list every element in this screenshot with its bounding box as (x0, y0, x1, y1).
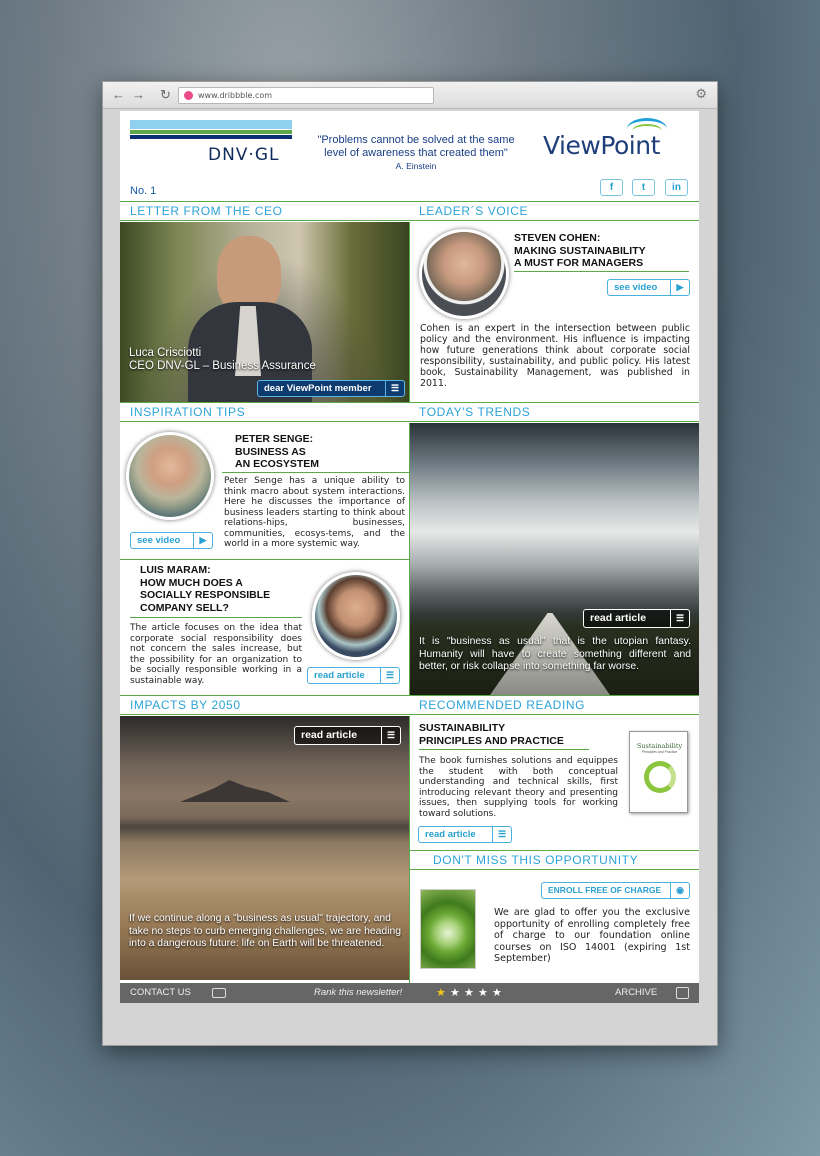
senge-description: Peter Senge has a unique ability to think macro about system interactions. Here he discusses the importance of business leaders starting to think about relations-hips, businesses, communities, ecosys-tems, and the world in a more systemic way. (224, 476, 405, 549)
cohen-description: Cohen is an expert in the intersection between public policy and the environment. His influence is impacting how future generations think about corporate social responsibility, sustainability, and public policy. His latest book, Sustainability Management, was published in 2011. (420, 323, 690, 389)
ceo-role: CEO DNV-GL – Business Assurance (129, 360, 316, 372)
maram-description: The article focuses on the idea that corporate social responsibility does not concern the sales increase, but the possibility for an organization to be socially responsible working in a sustainable way. (130, 623, 302, 686)
button-label: read article (590, 612, 647, 624)
logo-stripe (130, 120, 292, 129)
document-icon: ☰ (492, 827, 511, 842)
contact-us-link[interactable]: CONTACT US (130, 987, 191, 998)
address-bar[interactable] (178, 87, 434, 104)
book-description: The book furnishes solutions and equippes the student with both conceptual understanding and technical skills, first introducing relevant theory and presenting issues, then supplying tools for working toward solutions. (419, 756, 618, 819)
document-icon: ☰ (670, 610, 689, 627)
trends-photo (410, 423, 699, 695)
divider (514, 271, 689, 272)
section-heading-opportunity: DON'T MISS THIS OPPORTUNITY (410, 850, 699, 870)
opportunity-description: We are glad to offer you the exclusive opportunity of enrolling completely free of charge to our foundation online courses on ISO 14001 (expiring 1st September) (494, 907, 690, 964)
divider (222, 472, 409, 473)
play-icon: ▶ (193, 533, 212, 548)
section-heading-leaders: LEADER´S VOICE (409, 201, 699, 221)
logo-stripe (130, 135, 292, 139)
dnv-gl-logo[interactable]: DNV·GL (208, 145, 280, 165)
impacts-caption: If we continue along a "business as usual" trajectory, and take no steps to curb emerging challenges, we are heading into a dangerous future: life on Earth will be threatened. (129, 913, 402, 949)
rating-star-1-icon[interactable]: ★ (436, 987, 446, 999)
document-icon: ☰ (385, 381, 404, 396)
book-title: SUSTAINABILITY PRINCIPLES AND PRACTICE (419, 722, 564, 747)
maram-title: LUIS MARAM: HOW MUCH DOES A SOCIALLY RESPONSIBLE COMPANY SELL? (140, 564, 271, 614)
right-arrow-icon[interactable]: → (132, 87, 145, 102)
button-label: see video (614, 282, 658, 293)
play-icon: ▶ (670, 280, 689, 295)
newsletter-footer (120, 983, 699, 1003)
url-text: www.dribbble.com (198, 91, 273, 100)
book-cover[interactable] (629, 731, 688, 813)
mail-icon[interactable] (212, 988, 226, 998)
twitter-icon[interactable]: t (632, 179, 655, 196)
impacts-photo (120, 716, 409, 980)
senge-title: PETER SENGE: BUSINESS AS AN ECOSYSTEM (235, 433, 320, 470)
read-article-button[interactable] (583, 609, 690, 628)
gear-icon[interactable]: ⚙ (695, 86, 707, 101)
document-icon: ☰ (381, 727, 400, 744)
cohen-title: STEVEN COHEN: MAKING SUSTAINABILITY A MUST FOR MANAGERS (514, 232, 646, 269)
issue-number: No. 1 (130, 185, 157, 197)
see-video-button[interactable] (130, 532, 213, 549)
globe-photo (420, 889, 476, 969)
quote-text: "Problems cannot be solved at the same level of awareness that created them" (317, 134, 515, 159)
ceo-photo (120, 222, 409, 402)
rating-star-2-icon[interactable]: ★ (450, 987, 460, 999)
button-label: see video (137, 535, 181, 546)
viewpoint-logo[interactable]: ViewPoint (543, 131, 660, 160)
dribbble-icon (184, 91, 193, 100)
peter-senge-avatar (126, 432, 214, 520)
section-heading-trends: TODAY'S TRENDS (409, 402, 699, 422)
rating-star-4-icon[interactable]: ★ (478, 987, 488, 999)
rating-star-3-icon[interactable]: ★ (464, 987, 474, 999)
section-heading-inspiration: INSPIRATION TIPS (120, 402, 409, 422)
button-label: ENROLL FREE OF CHARGE (548, 885, 662, 895)
quote-author: A. Einstein (395, 161, 437, 171)
section-heading-impacts: IMPACTS BY 2050 (120, 695, 409, 715)
book-cover-title: Sustainability (636, 742, 683, 750)
leaf-circle-icon (644, 761, 676, 793)
book-cover-subtitle: Principles and Practice (641, 750, 678, 754)
divider (409, 222, 410, 402)
section-heading-reading: RECOMMENDED READING (409, 695, 699, 715)
header-quote (316, 134, 516, 173)
ceo-name: Luca Crisciotti (129, 347, 202, 359)
see-video-button[interactable] (607, 279, 690, 296)
left-arrow-icon[interactable]: ← (112, 87, 125, 102)
button-label: dear ViewPoint member (264, 383, 372, 394)
linkedin-icon[interactable]: in (665, 179, 688, 196)
reload-icon[interactable]: ↻ (160, 87, 171, 102)
rank-label: Rank this newsletter! (314, 987, 403, 998)
dear-member-button[interactable] (257, 380, 405, 397)
section-heading-ceo: LETTER FROM THE CEO (120, 201, 409, 221)
steven-cohen-avatar (419, 229, 509, 319)
browser-window (102, 81, 718, 1046)
enroll-button[interactable] (541, 882, 690, 899)
read-article-button[interactable] (418, 826, 512, 843)
button-label: read article (425, 829, 476, 840)
logo-stripe (130, 130, 292, 134)
button-label: read article (301, 729, 358, 741)
mountain-shape (180, 780, 290, 802)
read-article-button[interactable] (307, 667, 400, 684)
read-article-button[interactable] (294, 726, 401, 745)
facebook-icon[interactable]: f (600, 179, 623, 196)
archive-link[interactable]: ARCHIVE (615, 987, 658, 998)
document-icon: ☰ (380, 668, 399, 683)
archive-icon[interactable] (676, 987, 689, 999)
divider (419, 749, 589, 750)
newsletter-header (120, 111, 699, 201)
divider (130, 617, 302, 618)
button-label: read article (314, 670, 365, 681)
rating-star-5-icon[interactable]: ★ (492, 987, 502, 999)
browser-toolbar (103, 82, 717, 109)
divider (120, 559, 409, 560)
newsletter-page (120, 111, 699, 1003)
globe-icon: ◉ (670, 883, 689, 898)
luis-maram-avatar (312, 572, 400, 660)
trends-caption: It is "business as usual" that is the utopian fantasy. Humanity will have to create something different and better, or risk collapse into something far worse. (419, 636, 691, 672)
